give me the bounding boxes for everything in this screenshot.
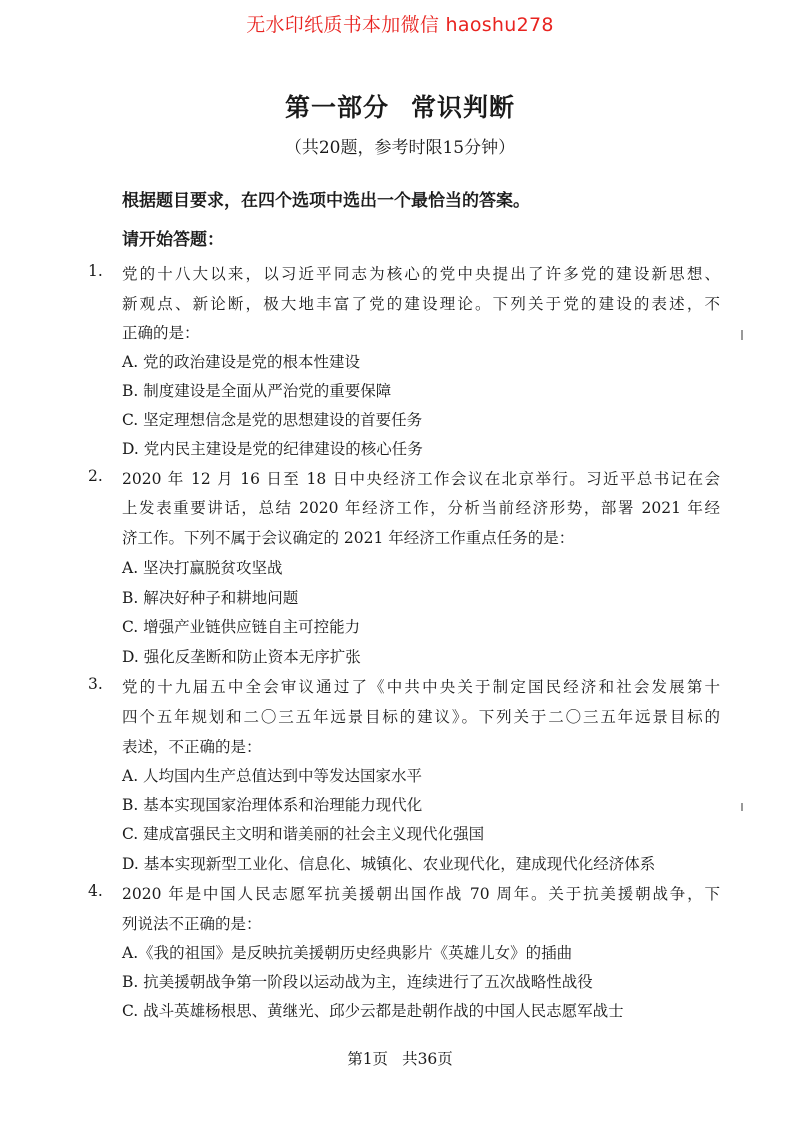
page-total: 共36页 <box>402 1050 453 1068</box>
scan-artifact <box>741 330 743 340</box>
question-stem-line: 正确的是： <box>122 324 200 342</box>
option-b: B. 制度建设是全面从严治党的重要保障 <box>122 382 392 400</box>
page-footer <box>0 1047 800 1069</box>
question-stem-line: 党的十八大以来，以习近平同志为核心的党中央提出了许多党的建设新思想、 <box>122 265 720 283</box>
option-c: C. 增强产业链供应链自主可控能力 <box>122 618 361 636</box>
option-c: C. 建成富强民主文明和谐美丽的社会主义现代化强国 <box>122 825 485 843</box>
question-stem-line: 2020 年是中国人民志愿军抗美援朝出国作战 70 周年。关于抗美援朝战争，下 <box>122 885 720 903</box>
option-b: B. 基本实现国家治理体系和治理能力现代化 <box>122 796 423 814</box>
option-a: A. 党的政治建设是党的根本性建设 <box>122 353 361 371</box>
question-stem-line: 党的十九届五中全会审议通过了《中共中央关于制定国民经济和社会发展第十 <box>122 678 720 696</box>
question-stem-line: 2020 年 12 月 16 日至 18 日中央经济工作会议在北京举行。习近平总书记在会 <box>122 470 720 488</box>
question-number: 3. <box>88 675 103 693</box>
option-d: D. 党内民主建设是党的纪律建设的核心任务 <box>122 440 423 458</box>
question-stem-line: 四个五年规划和二〇三五年远景目标的建议》。下列关于二〇三五年远景目标的 <box>122 708 720 726</box>
option-b: B. 抗美援朝战争第一阶段以运动战为主，连续进行了五次战略性战役 <box>122 973 593 991</box>
option-c: C. 坚定理想信念是党的思想建设的首要任务 <box>122 411 423 429</box>
question-stem-line: 表述，不正确的是： <box>122 738 262 756</box>
section-title <box>0 88 800 124</box>
page-number: 第1页 <box>347 1050 389 1068</box>
option-b: B. 解决好种子和耕地问题 <box>122 589 299 607</box>
scan-artifact <box>741 803 743 811</box>
option-c: C. 战斗英雄杨根思、黄继光、邱少云都是赴朝作战的中国人民志愿军战士 <box>122 1002 624 1020</box>
question-stem-line: 上发表重要讲话，总结 2020 年经济工作，分析当前经济形势，部署 2021 年经 <box>122 499 720 517</box>
section-subtitle: （共20题，参考时限15分钟） <box>284 138 516 158</box>
question-number: 1. <box>88 262 103 280</box>
question-stem-line: 济工作。下列不属于会议确定的 2021 年经济工作重点任务的是： <box>122 529 575 547</box>
start-prompt: 请开始答题： <box>122 230 224 250</box>
section-name: 常识判断 <box>411 93 516 122</box>
question-number: 4. <box>88 882 103 900</box>
question-stem-line: 列说法不正确的是： <box>122 915 262 933</box>
question-number: 2. <box>88 467 103 485</box>
watermark-text: 无水印纸质书本加微信 haoshu278 <box>246 14 554 36</box>
option-a: A.《我的祖国》是反映抗美援朝历史经典影片《英雄儿女》的插曲 <box>122 944 573 962</box>
section-part: 第一部分 <box>284 93 389 122</box>
option-a: A. 坚决打赢脱贫攻坚战 <box>122 559 283 577</box>
instruction-text: 根据题目要求，在四个选项中选出一个最恰当的答案。 <box>122 191 530 211</box>
option-d: D. 基本实现新型工业化、信息化、城镇化、农业现代化，建成现代化经济体系 <box>122 855 656 873</box>
option-d: D. 强化反垄断和防止资本无序扩张 <box>122 648 361 666</box>
question-stem-line: 新观点、新论断，极大地丰富了党的建设理论。下列关于党的建设的表述，不 <box>122 295 720 313</box>
option-a: A. 人均国内生产总值达到中等发达国家水平 <box>122 767 423 785</box>
